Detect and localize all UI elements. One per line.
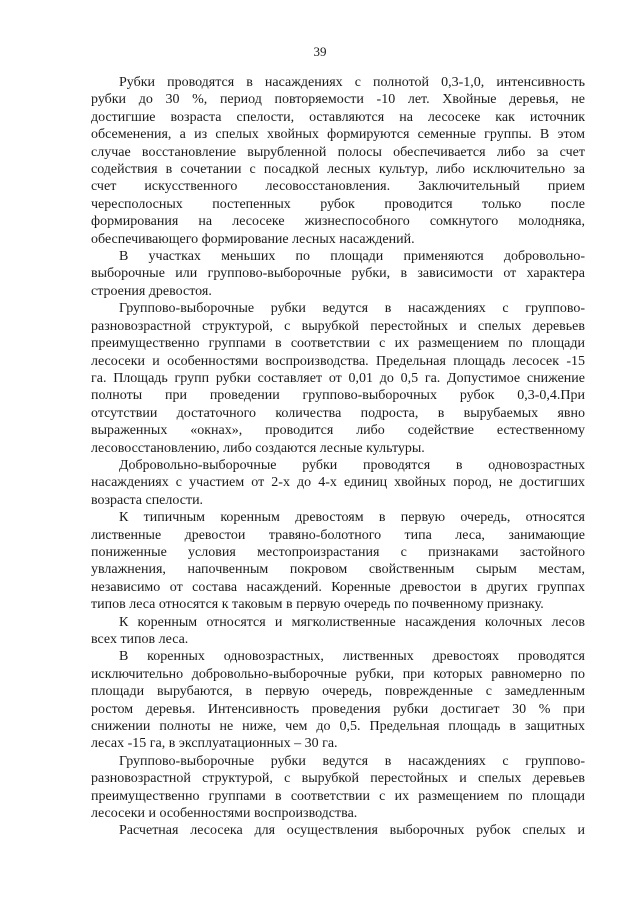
text-line: обсеменения, а из спелых хвойных формируются семенные группы. В этом bbox=[91, 127, 585, 143]
text-line: лесосеки и особенностями воспроизводства. bbox=[91, 806, 358, 822]
paragraph bbox=[91, 822, 585, 839]
document-body bbox=[91, 74, 585, 840]
text-line: отсутствии достаточного количества подроста, в вырубаемых явно bbox=[91, 405, 585, 421]
paragraph bbox=[91, 753, 585, 823]
text-line: снижении полноты не ниже, чем до 0,5. Предельная площадь в защитных bbox=[91, 719, 585, 735]
paragraph bbox=[91, 248, 585, 300]
page-number: 39 bbox=[313, 44, 327, 59]
text-line: строения древостоя. bbox=[91, 283, 212, 299]
text-line: чересполосных постепенных рубок проводится только после bbox=[91, 196, 585, 212]
text-line: рубки до 30 %, период повторяемости -10 лет. Хвойные деревья, не bbox=[91, 92, 585, 108]
text-line: лесовосстановлению, либо создаются лесные культуры. bbox=[91, 440, 425, 456]
paragraph bbox=[91, 457, 585, 509]
text-line: типов леса относятся к таковым в первую очередь по почвенному признаку. bbox=[91, 597, 544, 613]
text-line: га. Площадь групп рубки составляет от 0,01 до 0,5 га. Допустимое снижение bbox=[91, 370, 585, 386]
text-line: исключительно добровольно-выборочные рубки, при которых равномерно по bbox=[91, 666, 585, 682]
text-line: В коренных одновозрастных, лиственных древостоях проводятся bbox=[119, 649, 585, 665]
text-line: увлажнения, напочвенным покровом свойственным сырым местам, bbox=[91, 562, 585, 578]
text-line: разновозрастной структурой, с вырубкой перестойных и спелых деревьев bbox=[91, 771, 585, 787]
text-line: площади вырубаются, в первую очередь, поврежденные с замедленным bbox=[91, 684, 585, 700]
paragraph bbox=[91, 74, 585, 248]
text-line: К типичным коренным древостоям в первую очередь, относятся bbox=[119, 510, 585, 526]
paragraph bbox=[91, 300, 585, 457]
text-line: независимо от состава насаждений. Коренные древостои в других группах bbox=[91, 579, 585, 595]
text-line: лиственные древостои травяно-болотного типа леса, занимающие bbox=[91, 527, 585, 543]
text-line: разновозрастной структурой, с вырубкой перестойных и спелых деревьев bbox=[91, 318, 585, 334]
text-line: преимущественно группами в соответствии с их размещением по площади bbox=[91, 788, 585, 804]
text-line: выборочные или группово-выборочные рубки, в зависимости от характера bbox=[91, 266, 585, 282]
text-line: содействия в сочетании с посадкой лесных культур, либо исключительно за bbox=[91, 162, 585, 178]
text-line: случае восстановление вырубленной полосы обеспечивается либо за счет bbox=[91, 144, 585, 160]
text-line: полноты при проведении группово-выборочных рубок 0,3-0,4.При bbox=[91, 388, 585, 404]
text-line: пониженные условия местопроизрастания с признаками застойного bbox=[91, 544, 585, 560]
text-line: возраста спелости. bbox=[91, 492, 204, 508]
text-line: Расчетная лесосека для осуществления выборочных рубок спелых и bbox=[119, 823, 585, 839]
text-line: К коренным относятся и мягколиственные насаждения колочных лесов bbox=[119, 614, 585, 630]
text-line: Группово-выборочные рубки ведутся в насаждениях с группово- bbox=[119, 301, 585, 317]
text-line: Добровольно-выборочные рубки проводятся в одновозрастных bbox=[119, 457, 585, 473]
paragraph bbox=[91, 509, 585, 613]
text-line: лесах -15 га, в эксплуатационных – 30 га. bbox=[91, 736, 338, 752]
text-line: Группово-выборочные рубки ведутся в насаждениях с группово- bbox=[119, 753, 585, 769]
text-line: всех типов леса. bbox=[91, 632, 189, 647]
text-line: выраженных «окнах», проводится либо содействие естественному bbox=[91, 423, 585, 439]
text-line: преимущественно группами в соответствии с их размещением по площади bbox=[91, 336, 585, 352]
text-line: Рубки проводятся в насаждениях с полнотой 0,3-1,0, интенсивность bbox=[119, 75, 585, 90]
text-line: лесосеки и особенностями воспроизводства. Предельная площадь лесосек -15 bbox=[91, 353, 585, 369]
text-line: счет искусственного лесовосстановления. Заключительный прием bbox=[91, 179, 585, 195]
paragraph bbox=[91, 614, 585, 649]
text-line: формирования на лесосеке жизнеспособного сомкнутого молодняка, bbox=[91, 214, 585, 230]
text-line: насаждениях с участием от 2-х до 4-х единиц хвойных пород, не достигших bbox=[91, 475, 585, 491]
text-line: ростом деревья. Интенсивность проведения рубки достигает 30 % при bbox=[91, 701, 585, 717]
text-line: обеспечивающего формирование лесных насаждений. bbox=[91, 231, 415, 247]
text-line: достигшие возраста спелости, оставляются на лесосеке как источник bbox=[91, 109, 585, 125]
text-line: В участках меньших по площади применяются добровольно- bbox=[119, 249, 585, 265]
paragraph bbox=[91, 648, 585, 752]
